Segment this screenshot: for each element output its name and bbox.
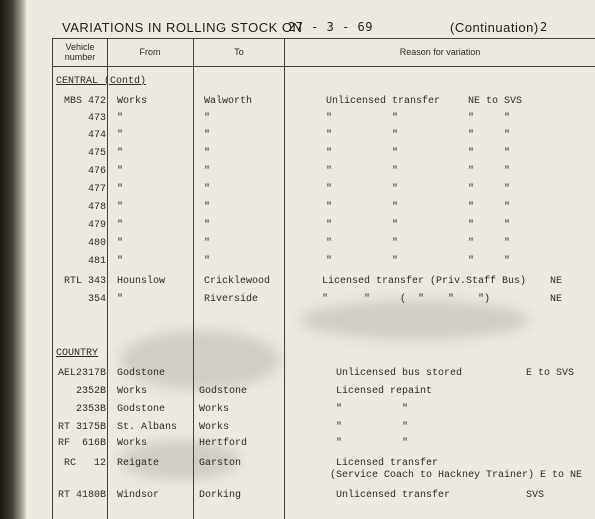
table-row (0, 294, 595, 310)
cell-reason: " " (336, 404, 409, 415)
table-row (0, 202, 595, 218)
cell-extra: " " (468, 148, 511, 159)
table-top-rule (52, 38, 595, 39)
table-header-rule (52, 66, 595, 67)
cell-vehicle: 354 (87, 294, 106, 305)
cell-extra: " " (468, 256, 511, 267)
cell-vehicle: 478 (87, 202, 106, 213)
cell-vehicle: 473 (87, 113, 106, 124)
cell-vehicle: RC 12 (63, 458, 106, 469)
table-row (0, 438, 595, 454)
section-central: CENTRAL (Contd) (56, 76, 147, 87)
document-title: VARIATIONS IN ROLLING STOCK ON (62, 20, 303, 35)
cell-from: Reigate (117, 458, 160, 469)
table-row (0, 276, 595, 292)
cell-from: " (117, 166, 124, 177)
cell-from: Hounslow (117, 276, 166, 287)
cell-reason: " " (326, 256, 399, 267)
cell-extra: " " (468, 202, 511, 213)
table-row (0, 184, 595, 200)
cell-reason: " " (326, 238, 399, 249)
cell-to: " (204, 130, 211, 141)
cell-vehicle: 476 (87, 166, 106, 177)
cell-from: " (117, 113, 124, 124)
cell-extra: NE (550, 294, 563, 305)
cell-reason: Unlicensed transfer (326, 96, 441, 107)
cell-from: " (117, 202, 124, 213)
cell-vehicle: RT 4180B (57, 490, 106, 501)
table-row (0, 96, 595, 112)
cell-vehicle: 477 (87, 184, 106, 195)
cell-reason: " " (326, 130, 399, 141)
cell-vehicle: 475 (87, 148, 106, 159)
cell-from: " (117, 130, 124, 141)
cell-to: Riverside (204, 294, 259, 305)
column-header-from: From (139, 47, 161, 57)
cell-vehicle: 474 (87, 130, 106, 141)
cell-vehicle: AEL2317B (57, 368, 106, 379)
table-row (0, 220, 595, 236)
cell-reason: Unlicensed bus stored (336, 368, 463, 379)
cell-reason: " " (336, 422, 409, 433)
table-row (0, 470, 595, 486)
table-row (0, 166, 595, 182)
cell-extra: " " (468, 166, 511, 177)
cell-from: Works (117, 96, 148, 107)
cell-from: " (117, 148, 124, 159)
table-row (0, 490, 595, 506)
cell-to: Hertford (199, 438, 248, 449)
cell-to: Walworth (204, 96, 253, 107)
cell-reason: Licensed repaint (336, 386, 433, 397)
document-date: 27 - 3 - 69 (288, 20, 373, 34)
cell-to: " (204, 184, 211, 195)
continuation-label: (Continuation) (450, 20, 539, 35)
cell-extra: " " (468, 220, 511, 231)
table-row (0, 113, 595, 129)
column-header-reason: Reason for variation (399, 47, 481, 57)
table-row (0, 148, 595, 164)
cell-from: Godstone (117, 404, 166, 415)
cell-reason: Licensed transfer (Priv.Staff Bus) (322, 276, 527, 287)
cell-vehicle: MBS 472 (63, 96, 106, 107)
cell-reason: Licensed transfer (336, 458, 439, 469)
cell-to: Works (199, 404, 230, 415)
cell-vehicle: RTL 343 (63, 276, 106, 287)
cell-reason: " " (326, 148, 399, 159)
table-row (0, 422, 595, 438)
cell-from: Works (117, 386, 148, 397)
cell-vehicle: 479 (87, 220, 106, 231)
cell-from: " (117, 220, 124, 231)
cell-reason: (Service Coach to Hackney Trainer) E to NE (330, 470, 583, 481)
cell-to: " (204, 113, 211, 124)
cell-reason: Unlicensed transfer (336, 490, 451, 501)
cell-from: Works (117, 438, 148, 449)
cell-reason: " " (326, 166, 399, 177)
table-row (0, 130, 595, 146)
cell-to: " (204, 238, 211, 249)
cell-vehicle: RT 3175B (57, 422, 106, 433)
cell-reason: " " (326, 220, 399, 231)
cell-to: " (204, 148, 211, 159)
cell-vehicle: 481 (87, 256, 106, 267)
cell-from: " (117, 184, 124, 195)
cell-from: Windsor (117, 490, 160, 501)
cell-to: " (204, 166, 211, 177)
table-row (0, 404, 595, 420)
cell-to: Cricklewood (204, 276, 271, 287)
cell-extra: E to SVS (526, 368, 575, 379)
cell-to: Works (199, 422, 230, 433)
cell-extra: SVS (526, 490, 545, 501)
column-header-vehicle: Vehicle number (64, 42, 96, 62)
cell-extra: " " (468, 184, 511, 195)
cell-vehicle: 2353B (75, 404, 106, 415)
cell-from: " (117, 256, 124, 267)
cell-vehicle: 2352B (75, 386, 106, 397)
cell-to: Dorking (199, 490, 242, 501)
cell-vehicle: 480 (87, 238, 106, 249)
cell-reason: " " (326, 184, 399, 195)
cell-from: St. Albans (117, 422, 178, 433)
cell-extra: NE (550, 276, 563, 287)
column-header-to: To (234, 47, 244, 57)
cell-reason: " " (326, 113, 399, 124)
cell-extra: NE to SVS (468, 96, 523, 107)
cell-from: " (117, 238, 124, 249)
cell-to: Godstone (199, 386, 248, 397)
section-country: COUNTRY (56, 348, 99, 359)
cell-reason: " " (326, 202, 399, 213)
cell-to: " (204, 202, 211, 213)
cell-reason: " " (336, 438, 409, 449)
cell-extra: " " (468, 238, 511, 249)
table-row (0, 256, 595, 272)
cell-to: " (204, 220, 211, 231)
cell-vehicle: RF 616B (57, 438, 106, 449)
cell-extra: " " (468, 130, 511, 141)
page-number: 2 (540, 20, 548, 34)
cell-extra: " " (468, 113, 511, 124)
cell-to: Garston (199, 458, 242, 469)
table-row (0, 386, 595, 402)
cell-from: " (117, 294, 124, 305)
cell-reason: " " ( " " ") (322, 294, 491, 305)
table-row (0, 238, 595, 254)
table-row (0, 368, 595, 384)
cell-to: " (204, 256, 211, 267)
cell-from: Godstone (117, 368, 166, 379)
